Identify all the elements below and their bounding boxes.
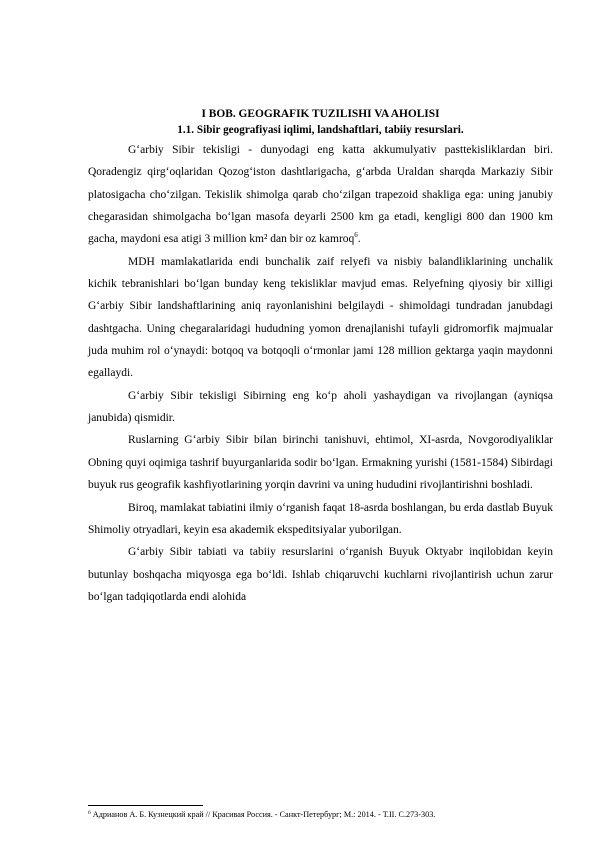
paragraph: Biroq, mamlakat tabiatini ilmiy o‘rganish faqat 18-asrda boshlangan, bu erda dastlab Buyuk Shimoliy otryadlari, keyin esa akademik ekspeditsiyalar yuborilgan. <box>88 501 553 536</box>
footnote <box>88 809 548 820</box>
footnote-text: Адрианов А. Б. Кузнецкий край // Красивая Россия. - Санкт-Петербург; М.: 2014. - Т.II. С.273-303. <box>90 810 436 819</box>
footnote-number: 6 <box>88 810 91 816</box>
body-text <box>88 139 553 608</box>
paragraph: MDH mamlakatlarida endi bunchalik zaif relyefi va nisbiy balandliklarining unchalik kichik tebranishlari bo‘lgan bunday keng tekisliklar mavjud emas. Relyefning qiyosiy bir xilligi G‘arbiy Sibir landshaftlarining aniq rayonlanishini belgilaydi - shimoldagi tundradan janubdagi dashtgacha. Uning chegaralaridagi hududning yomon drenajlanishi tufayli gidromorfik majmualar juda muhim rol o‘ynaydi: botqoq va botqoqli o‘rmonlar jami 128 million gektarga yaqin maydonni egallaydi. <box>88 255 553 380</box>
paragraph: G‘arbiy Sibir tabiati va tabiiy resurslarini o‘rganish Buyuk Oktyabr inqilobidan keyin butunlay boshqacha miqyosga ega bo‘ldi. Ishlab chiqaruvchi kuchlarni rivojlantirish uchun zarur bo‘lgan tadqiqotlarda endi alohida <box>88 546 553 603</box>
section-title: 1.1. Sibir geografiyasi iqlimi, landshaftlari, tabiiy resurslari. <box>177 124 464 136</box>
paragraph-tail: . <box>357 233 361 246</box>
chapter-title: I BOB. GEOGRAFIK TUZILISHI VA AHOLISI <box>201 108 440 120</box>
paragraph <box>88 139 553 251</box>
paragraph: G‘arbiy Sibir tekisligi Sibirning eng ko‘p aholi yashaydigan va rivojlangan (ayniqsa janubida) qismidir. <box>88 389 553 425</box>
paragraph-text: G‘arbiy Sibir tekisligi - dunyodagi eng katta akkumulyativ pasttekisliklardan biri. Qoradengiz qirg‘oqlaridan Qozog‘iston dashtlarigacha, g‘arbda Uraldan sharqda Markaziy Sibir platosigacha cho‘zilgan. Tekislik shimolga qarab cho‘zilgan trapezoid shakliga ega: uning janubiy chegarasidan shimolgacha bo‘lgan masofa deyarli 2500 km ga etadi, kengligi 800 dan 1900 km gacha, maydoni esa atigi 3 million km² dan bir oz kamroq <box>88 144 553 246</box>
paragraph: Ruslarning G‘arbiy Sibir bilan birinchi tanishuvi, ehtimol, XI-asrda, Novgorodiyaliklar Obning quyi oqimiga tashrif buyurganlarida sodir bo‘lgan. Ermakning yurishi (1581-1584) Sibirdagi buyuk rus geografik kashfiyotlarining yorqin davrini va uning hududini rivojlantirishni boshladi. <box>88 434 553 492</box>
footnote-reference[interactable]: 6 <box>354 231 358 240</box>
footnote-divider <box>88 805 203 806</box>
